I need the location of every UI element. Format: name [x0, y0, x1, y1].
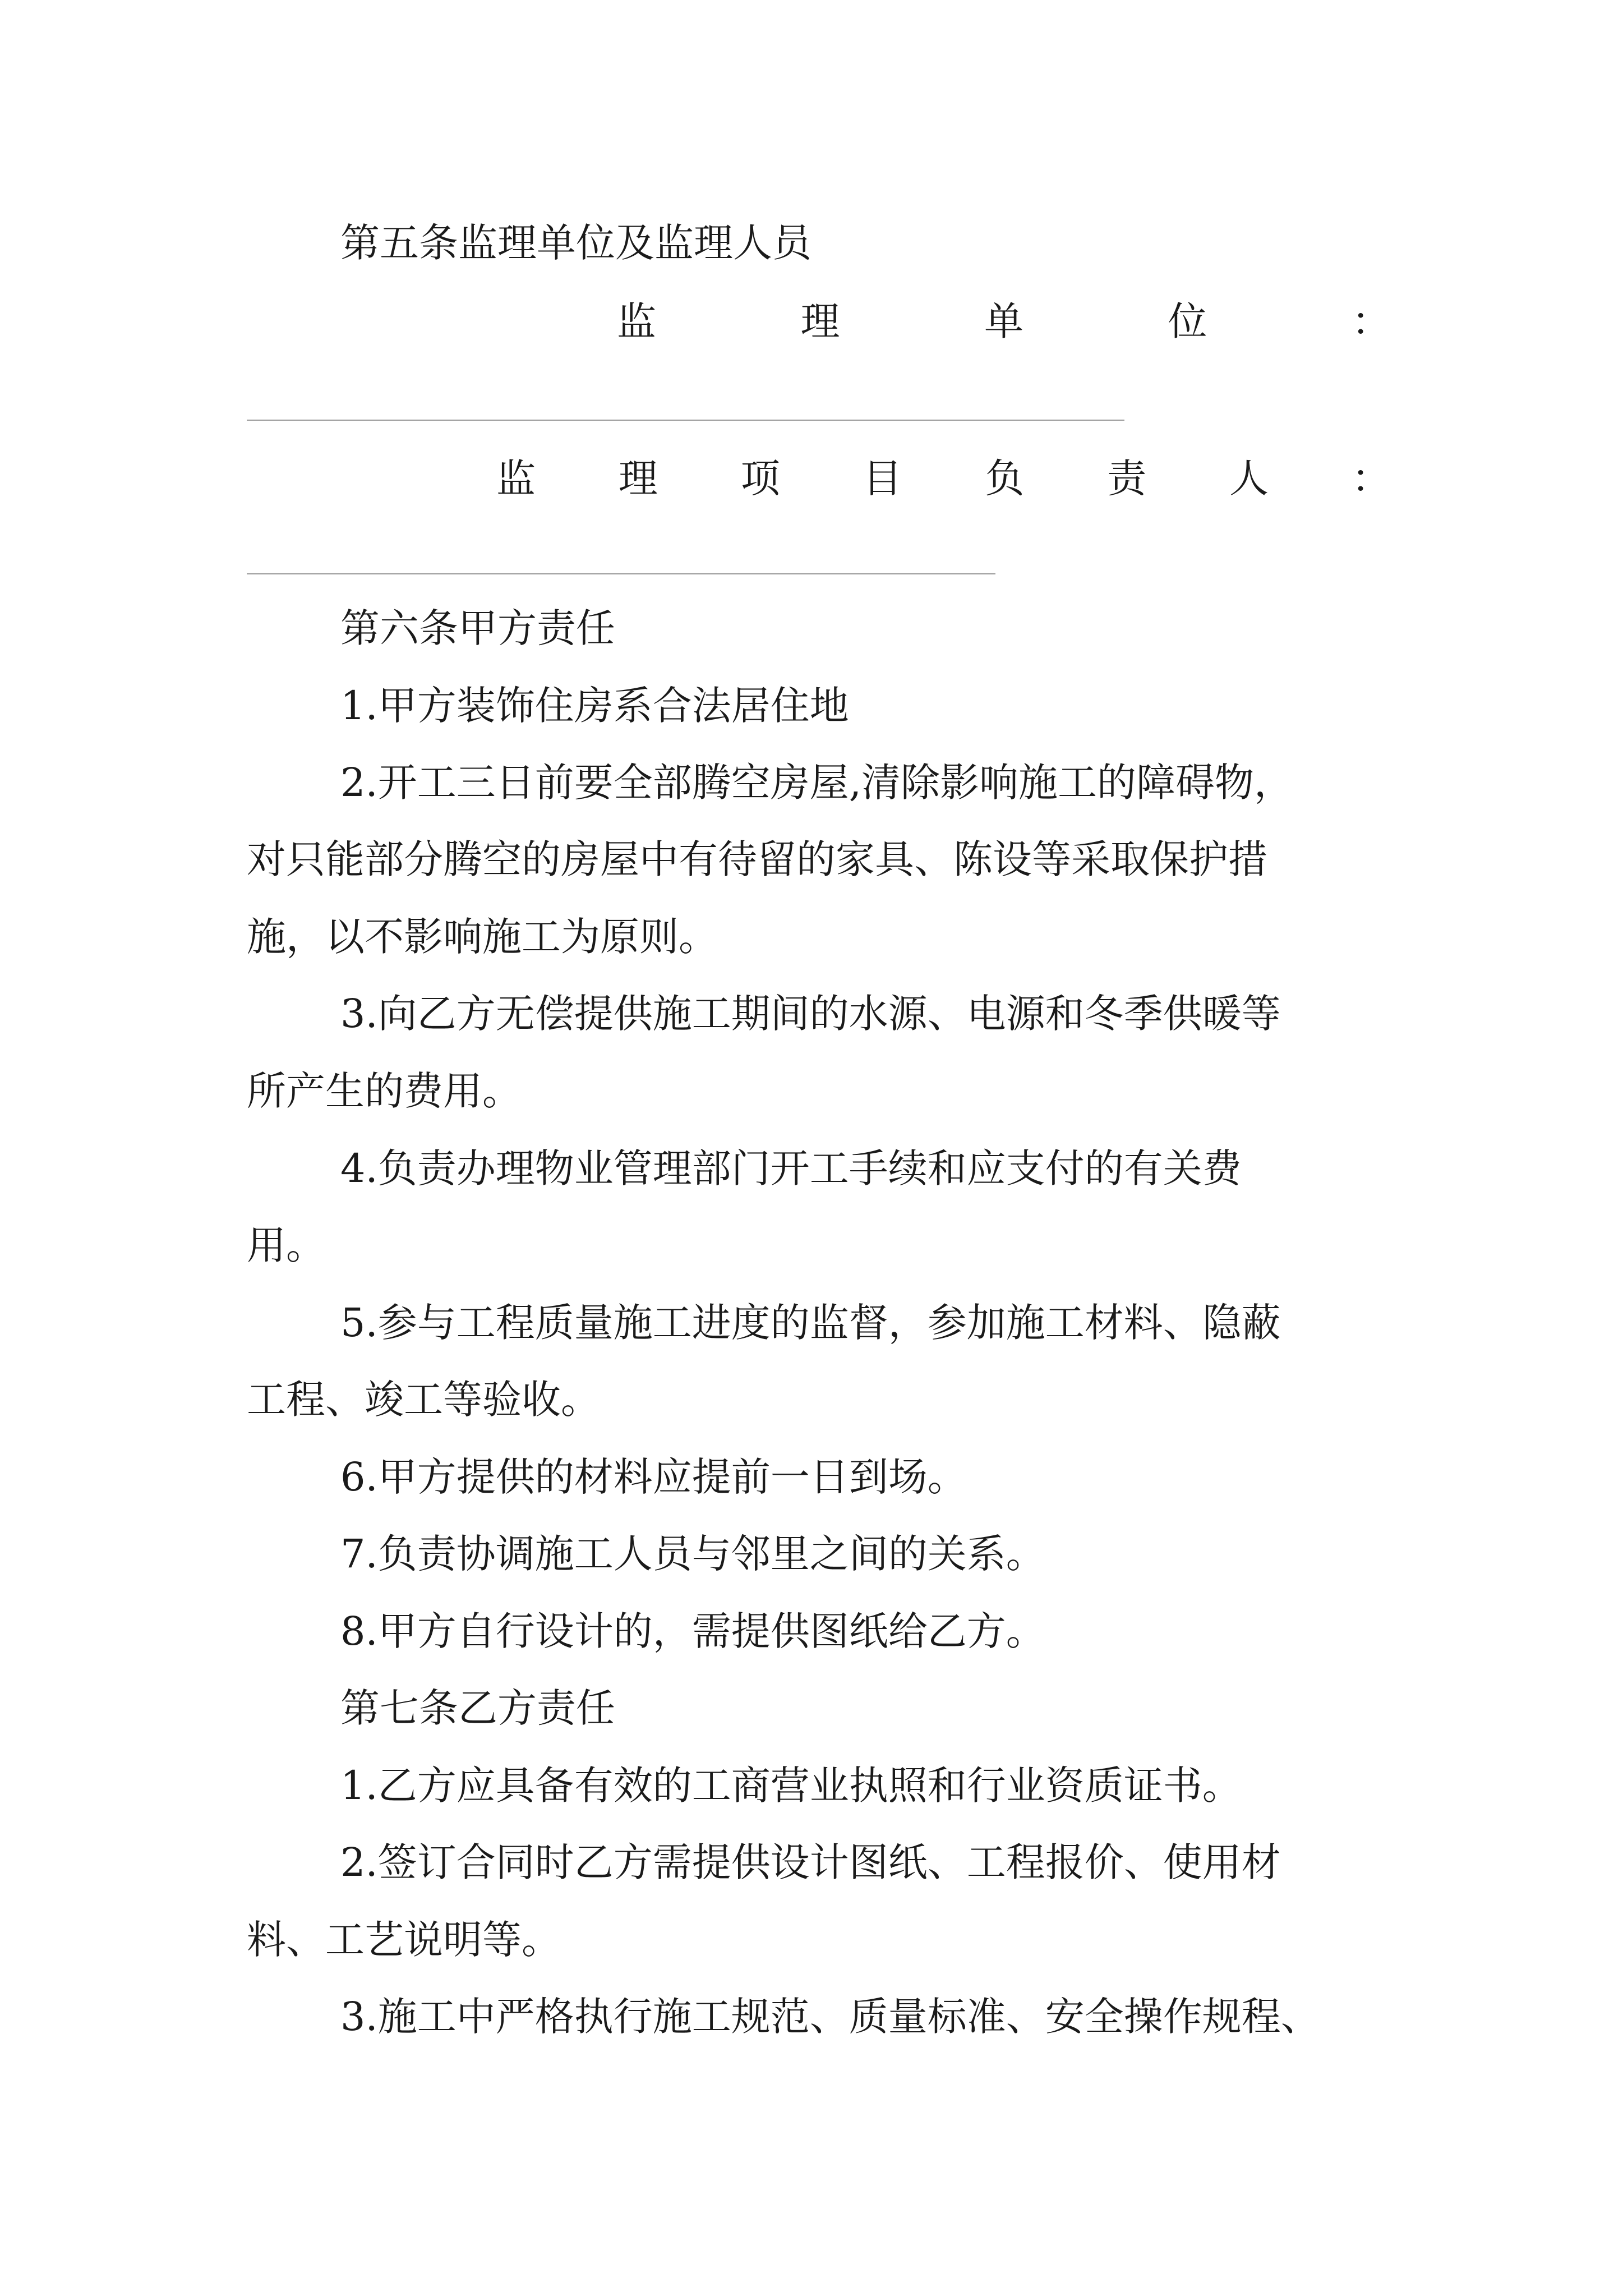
- article6-heading: 第六条甲方责任: [340, 605, 615, 651]
- article7-item-3-line-1: 3.施工中严格执行施工规范、质量标准、安全操作规程、: [340, 1994, 1320, 2040]
- article7-item-2-line-2: 料、工艺说明等。: [247, 1917, 561, 1963]
- supervision-unit-label: 监 理 单 位 ：: [617, 298, 1391, 344]
- article6-item-4-line-2: 用。: [247, 1222, 325, 1268]
- article6-item-5-line-1: 5.参与工程质量施工进度的监督，参加施工材料、隐蔽: [340, 1300, 1281, 1346]
- article6-item-2-line-1: 2.开工三日前要全部腾空房屋,清除影响施工的障碍物，: [340, 760, 1294, 806]
- article7-item-1: 1.乙方应具备有效的工商营业执照和行业资质证书。: [340, 1763, 1242, 1809]
- project-lead-label: 监 理 项 目 负 责 人 ：: [496, 455, 1391, 501]
- project-lead-blank-line: [247, 573, 995, 574]
- article7-heading: 第七条乙方责任: [340, 1685, 615, 1731]
- article6-item-3-line-1: 3.向乙方无偿提供施工期间的水源、电源和冬季供暖等: [340, 991, 1281, 1037]
- article6-item-2-line-3: 施，以不影响施工为原则。: [247, 914, 718, 960]
- supervision-unit-blank-line: [247, 420, 1124, 421]
- article6-item-6: 6.甲方提供的材料应提前一日到场。: [340, 1454, 967, 1500]
- article5-heading: 第五条监理单位及监理人员: [340, 220, 811, 266]
- article6-item-1: 1.甲方装饰住房系合法居住地: [340, 683, 849, 729]
- article6-item-5-line-2: 工程、竣工等验收。: [247, 1377, 600, 1423]
- article6-item-3-line-2: 所产生的费用。: [247, 1068, 522, 1114]
- article6-item-8: 8.甲方自行设计的，需提供图纸给乙方。: [340, 1608, 1045, 1654]
- article7-item-2-line-1: 2.签订合同时乙方需提供设计图纸、工程报价、使用材: [340, 1839, 1281, 1885]
- article6-item-4-line-1: 4.负责办理物业管理部门开工手续和应支付的有关费: [340, 1145, 1242, 1191]
- article6-item-2-line-2: 对只能部分腾空的房屋中有待留的家具、陈设等采取保护措: [247, 836, 1267, 882]
- document-page: [247, 0, 1391, 2296]
- article6-item-7: 7.负责协调施工人员与邻里之间的关系。: [340, 1531, 1045, 1577]
